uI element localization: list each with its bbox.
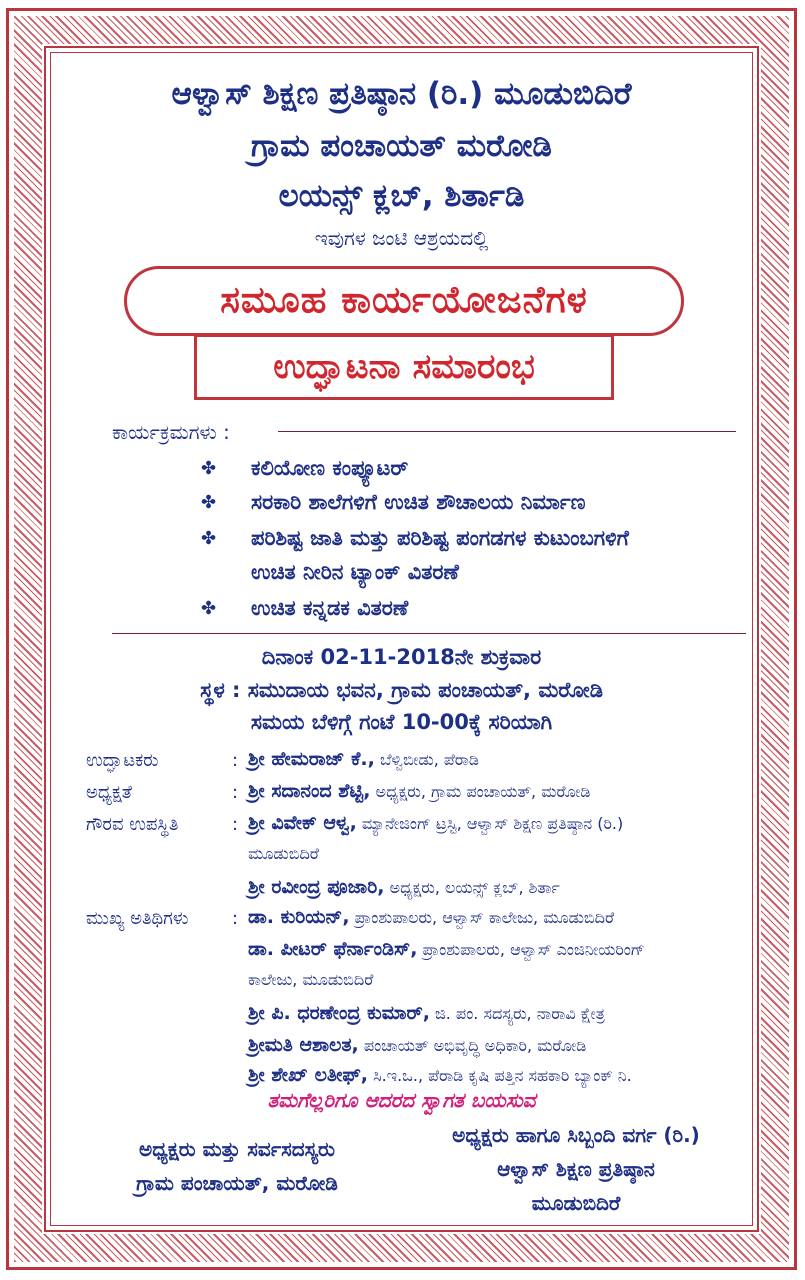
chief4-detail [248, 1034, 586, 1056]
program-item-text: ಪರಿಶಿಷ್ಟ ಜಾತಿ ಮತ್ತು ಪರಿಶಿಷ್ಟ ಪಂಗಡಗಳ ಕುಟುಂಬಗಳಿಗೆ [251, 526, 629, 550]
honor1-name: ಶ್ರೀ ವಿವೇಕ್ ಆಳ್ವ, [248, 812, 357, 834]
chief3-name: ಶ್ರೀ ಪಿ. ಧರಣೇಂದ್ರ ಕುಮಾರ್, [248, 1002, 430, 1024]
welcome-line: ತಮಗೆಲ್ಲರಿಗೂ ಆದರದ ಸ್ವಾಗತ ಬಯಸುವ [267, 1088, 536, 1112]
chief4-name: ಶ್ರೀಮತಿ ಆಶಾಲತ, [248, 1034, 359, 1056]
chief3-detail [248, 1002, 605, 1024]
flower-bullet-icon: ✤ [201, 528, 217, 549]
chief4-desc: ಪಂಚಾಯತ್ ಅಭಿವೃದ್ಧಿ ಅಧಿಕಾರಿ, ಮರೋಡಿ [358, 1036, 587, 1055]
chief5-desc: ಸಿ.ಇ.ಒ., ಪೆರಾಡಿ ಕೃಷಿ ಪತ್ತಿನ ಸಹಕಾರಿ ಬ್ಯಾಂಕ್ ನಿ. [368, 1066, 632, 1085]
footer-right-line-3: ಮೂಡುಬಿದಿರೆ [531, 1191, 621, 1215]
inaugurator-name: ಶ್ರೀ ಹೇಮರಾಜ್ ಕೆ., [248, 748, 375, 770]
flower-bullet-icon: ✤ [201, 458, 217, 479]
organizer-line-2: ಗ್ರಾಮ ಪಂಚಾಯತ್ ಮರೋಡಿ [251, 128, 552, 164]
honor-role: ಗೌರವ ಉಪಸ್ಥಿತಿ [86, 814, 179, 835]
president-desc: ಅಧ್ಯಕ್ಷರು, ಗ್ರಾಮ ಪಂಚಾಯತ್, ಮರೋಡಿ [370, 782, 591, 801]
colon: : [232, 782, 239, 803]
colon: : [232, 750, 239, 771]
chief1-name: ಡಾ. ಕುರಿಯನ್, [248, 906, 350, 928]
program-item-text: ಉಚಿತ ನೀರಿನ ಟ್ಯಾಂಕ್ ವಿತರಣೆ [251, 560, 459, 584]
president-detail [248, 780, 590, 802]
programs-divider [278, 431, 736, 432]
chief1-detail [248, 906, 614, 928]
event-time: ಸಮಯ ಬೆಳಿಗ್ಗೆ ಗಂಟೆ 10-00ಕ್ಕೆ ಸರಿಯಾಗಿ [250, 710, 553, 734]
footer-right-line-1: ಅಧ್ಯಕ್ಷರು ಹಾಗೂ ಸಿಬ್ಬಂದಿ ವರ್ಗ (ರಿ.) [452, 1123, 700, 1147]
colon: : [232, 814, 239, 835]
president-role: ಅಧ್ಯಕ್ಷತೆ [86, 782, 132, 803]
footer-left-line-2: ಗ್ರಾಮ ಪಂಚಾಯತ್, ಮರೋಡಿ [136, 1171, 338, 1195]
flower-bullet-icon: ✤ [201, 492, 217, 513]
honor2-name: ಶ್ರೀ ರವೀಂದ್ರ ಪೂಜಾರಿ, [248, 876, 385, 898]
footer-left-line-1: ಅಧ್ಯಕ್ಷರು ಮತ್ತು ಸರ್ವಸದಸ್ಯರು [139, 1137, 335, 1161]
event-venue: ಸ್ಥಳ : ಸಮುದಾಯ ಭವನ, ಗ್ರಾಮ ಪಂಚಾಯತ್, ಮರೋಡಿ [200, 678, 603, 702]
footer-right-line-2: ಆಳ್ವಾಸ್ ಶಿಕ್ಷಣ ಪ್ರತಿಷ್ಠಾನ [497, 1157, 655, 1181]
program-item-text: ಉಚಿತ ಕನ್ನಡಕ ವಿತರಣೆ [251, 596, 409, 620]
honor2-detail [248, 876, 560, 898]
inaugurator-role: ಉದ್ಘಾಟಕರು [86, 750, 159, 771]
honor1-desc: ಮ್ಯಾನೇಜಿಂಗ್ ಟ್ರಸ್ಟಿ, ಆಳ್ವಾಸ್ ಶಿಕ್ಷಣ ಪ್ರತಿಷ್ಠಾನ (ರಿ.) [356, 814, 624, 833]
program-item-text: ಸರಕಾರಿ ಶಾಲೆಗಳಿಗೆ ಉಚಿತ ಶೌಚಾಲಯ ನಿರ್ಮಾಣ [251, 490, 586, 514]
chief1-desc: ಪ್ರಾಂಶುಪಾಲರು, ಆಳ್ವಾಸ್ ಕಾಲೇಜು, ಮೂಡುಬಿದಿರೆ [349, 908, 615, 927]
president-name: ಶ್ರೀ ಸದಾನಂದ ಶೆಟ್ಟಿ, [248, 780, 371, 802]
chief2-detail [248, 938, 645, 960]
chief5-detail [248, 1064, 632, 1086]
chief-guests-role: ಮುಖ್ಯ ಅತಿಥಿಗಳು [86, 908, 189, 929]
footer-right [426, 1118, 726, 1220]
event-subtitle: ಉದ್ಘಾಟನಾ ಸಮಾರಂಭ [194, 334, 614, 400]
event-date: ದಿನಾಂಕ 02-11-2018ನೇ ಶುಕ್ರವಾರ [261, 645, 542, 669]
chief2-detail-cont: ಕಾಲೇಜು, ಮೂಡುಬಿದಿರೆ [248, 970, 374, 989]
organizer-line-1: ಆಳ್ವಾಸ್ ಶಿಕ್ಷಣ ಪ್ರತಿಷ್ಠಾನ (ರಿ.) ಮೂಡುಬಿದಿರೆ [171, 76, 632, 112]
section-divider [112, 633, 746, 634]
program-item-text: ಕಲಿಯೋಣ ಕಂಪ್ಯೂಟರ್ [251, 456, 409, 480]
joint-auspices-line: ಇವುಗಳ ಜಂಟಿ ಆಶ್ರಯದಲ್ಲಿ [314, 226, 489, 250]
invitation-card [56, 58, 747, 1220]
chief5-name: ಶ್ರೀ ಶೇಖ್ ಲತೀಫ್, [248, 1064, 368, 1086]
programs-label: ಕಾರ್ಯಕ್ರಮಗಳು : [112, 420, 230, 444]
colon: : [232, 908, 239, 929]
chief3-desc: ಜಿ. ಪಂ. ಸದಸ್ಯರು, ನಾರಾವಿ ಕ್ಷೇತ್ರ [429, 1004, 605, 1023]
chief2-desc: ಪ್ರಾಂಶುಪಾಲರು, ಆಳ್ವಾಸ್ ಎಂಜಿನೀಯರಿಂಗ್ [417, 940, 645, 959]
chief2-name: ಡಾ. ಪೀಟರ್ ಫೆರ್ನಾಂಡಿಸ್, [248, 938, 418, 960]
event-title: ಸಮೂಹ ಕಾರ್ಯಯೋಜನೆಗಳ [124, 266, 684, 336]
footer-left [92, 1132, 382, 1200]
honor1-detail [248, 812, 623, 834]
inaugurator-desc: ಬೆಳ್ವಿಬೀಡು, ಪೆರಾಡಿ [374, 750, 479, 769]
honor1-detail-cont: ಮೂಡುಬಿದಿರೆ [248, 844, 319, 863]
inaugurator-detail [248, 748, 479, 770]
organizer-line-3: ಲಯನ್ಸ್ ಕ್ಲಬ್, ಶಿರ್ತಾಡಿ [278, 178, 525, 214]
honor2-desc: ಅಧ್ಯಕ್ಷರು, ಲಯನ್ಸ್ ಕ್ಲಬ್, ಶಿರ್ತಾ [384, 878, 560, 897]
flower-bullet-icon: ✤ [201, 598, 217, 619]
